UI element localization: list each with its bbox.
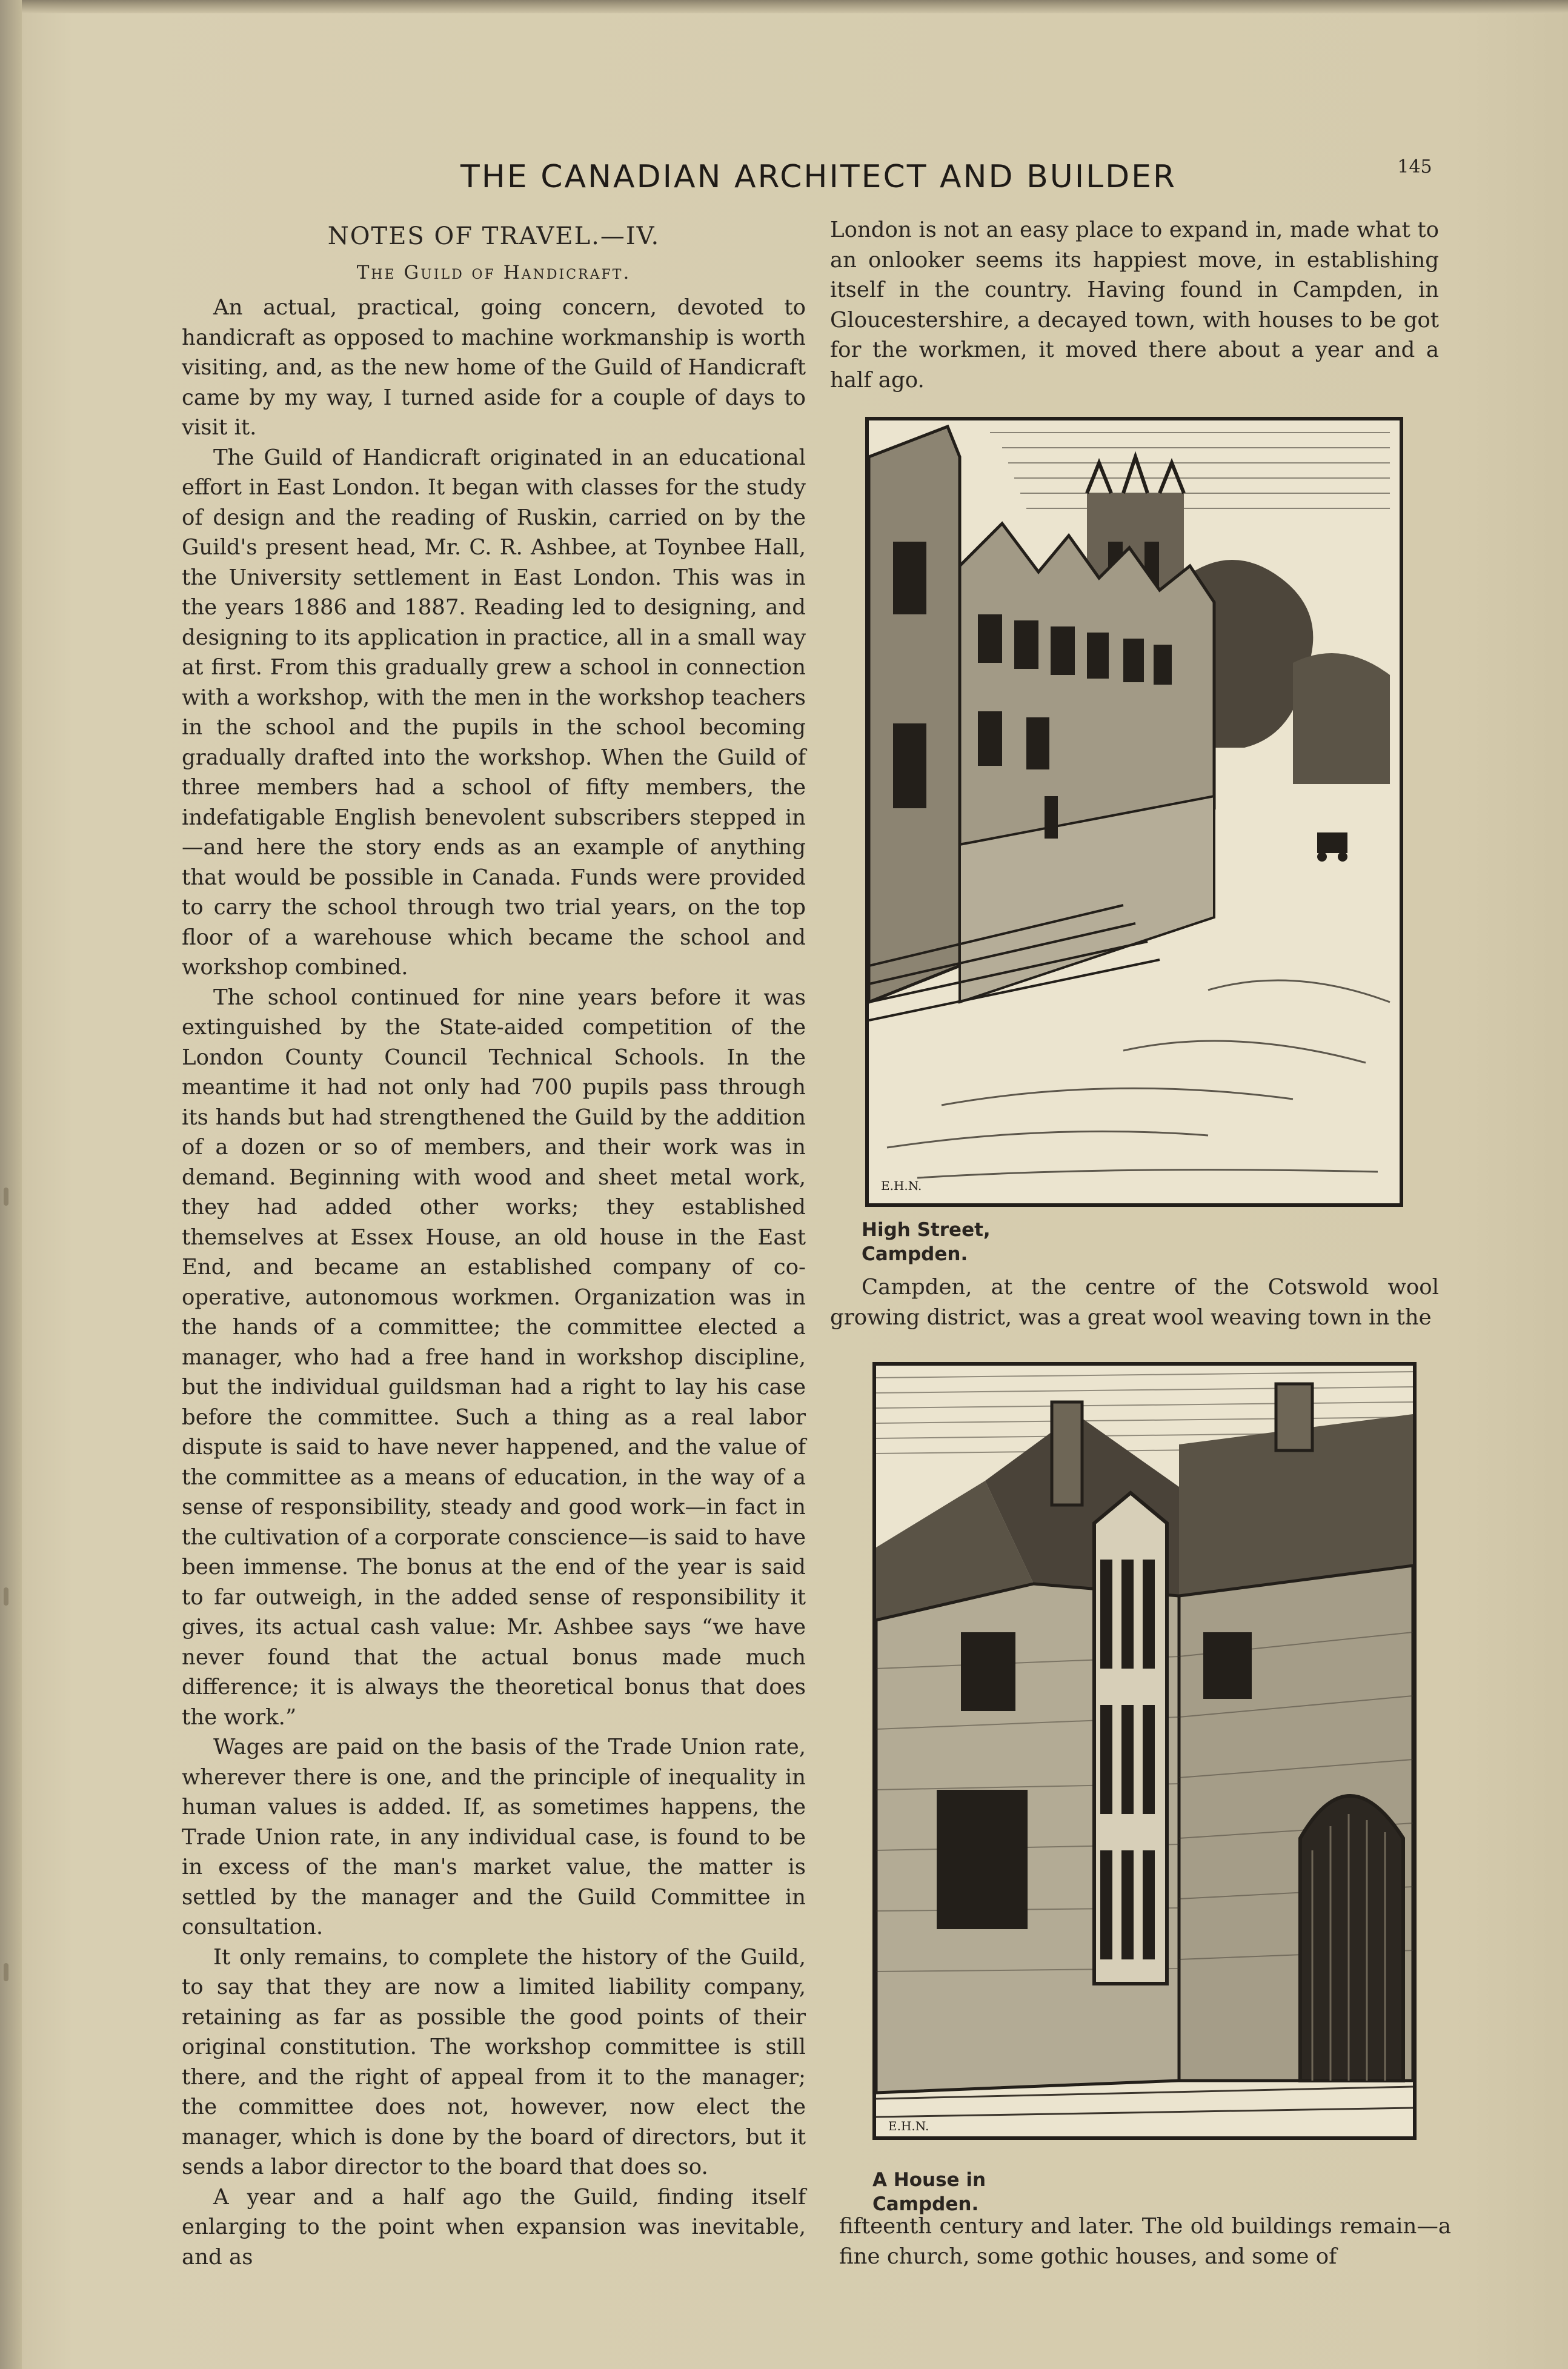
figure-caption (862, 1218, 1116, 1266)
caption-line: Campden. (872, 2193, 979, 2215)
right-column-bottom (839, 2211, 1451, 2271)
figure-caption (872, 2168, 1127, 2216)
paragraph: An actual, practical, going concern, devoted to handicraft as opposed to machine workmanship is worth visiting, and, as the new home of the Guild of Handicraft came by my way, I turned aside for a couple of days to visit it. (182, 295, 806, 440)
right-column-middle (830, 1272, 1439, 1332)
paragraph: Wages are paid on the basis of the Trade Union rate, wherever there is one, and the principle of inequality in human values is added. If, as sometimes happens, the Trade Union rate, in any individual case, is found to be in excess of the man's market value, the matter is settled by the manager and the Guild Committee in consultation. (182, 1735, 806, 1939)
caption-line: Campden. (862, 1243, 968, 1265)
house-illustration (872, 1362, 1417, 2140)
paragraph: Campden, at the centre of the Cotswold wool growing district, was a great wool weaving town in the (830, 1275, 1439, 1330)
paragraph: The school continued for nine years before it was extinguished by the State-aided competition of the London County Council Technical Schools. In the meantime it had not only had 700 pupils pass through its hands but had strengthened the Guild by the addition of a dozen or so of members, and their work was in demand. Beginning with wood and sheet metal work, they had added other works; they established themselves at Essex House, an old house in the East End, and became an established company of co-operative, autonomous workmen. Organization was in the hands of a committee; the committee elected a manager, who had a free hand in workshop discipline, but the individual guildsman had a right to lay his case before the committee. Such a thing as a real labor dispute is said to have never happened, and the value of the committee as a means of education, in the way of a sense of responsibility, steady and good work—in fact in the cultivation of a corporate conscience—is said to have been immense. The bonus at the end of the year is said to far outweigh, in the added sense of responsibility it gives, its actual cash value: Mr. Ashbee says “we have never found that the actual bonus made much difference; it is always the theoretical bonus that does the work.” (182, 985, 806, 1730)
page-gutter (0, 0, 22, 2369)
article-title: NOTES OF TRAVEL.—IV. (327, 222, 660, 250)
binding-mark (4, 1963, 8, 1981)
paragraph: A year and a half ago the Guild, finding itself enlarging to the point when expansion was inevitable, and as (182, 2184, 806, 2270)
caption-line: A House in (872, 2169, 986, 2191)
paragraph: fifteenth century and later. The old buildings remain—a fine church, some gothic houses, and some of (839, 2214, 1451, 2269)
high-street-illustration (865, 417, 1403, 1207)
right-column-top (830, 215, 1439, 395)
engraver-monogram: E.H.N. (888, 2119, 929, 2133)
page-number: 145 (1397, 156, 1432, 178)
running-head: THE CANADIAN ARCHITECT AND BUILDER (460, 159, 1177, 195)
article-subtitle: The Guild of Handicraft. (356, 262, 631, 284)
paragraph: London is not an easy place to expand in, made what to an onlooker seems its happiest move, in establishing itself in the country. Having found in Campden, in Gloucestershire, a decayed town, with houses to be got for the workmen, it moved there about a year and a half ago. (830, 218, 1439, 393)
street-engraving-icon (869, 420, 1400, 1203)
page-top-edge (0, 0, 1568, 13)
paragraph: The Guild of Handicraft originated in an educational effort in East London. It began with classes for the study of design and the reading of Ruskin, carried on by the Guild's present head, Mr. C. R. Ashbee, at Toynbee Hall, the University settlement in East London. This was in the years 1886 and 1887. Reading led to designing, and designing to its application in practice, all in a small way at first. From this gradually grew a school in connection with a workshop, with the men in the workshop teachers in the school and the pupils in the school becoming gradually drafted into the workshop. When the Guild of three members had a school of fifty members, the indefatigable English benevolent subscribers stepped in—and here the story ends as an example of anything that would be possible in Canada. Funds were provided to carry the school through two trial years, on the top floor of a warehouse which became the school and workshop combined. (182, 445, 806, 980)
paragraph: It only remains, to complete the history of the Guild, to say that they are now a limited liability company, retaining as far as possible the good points of their original constitution. The workshop committee is still there, and the right of appeal from it to the manager; the committee does not, however, now elect the manager, which is done by the board of directors, but it sends a labor director to the board that does so. (182, 1944, 806, 2179)
caption-line: High Street, (862, 1219, 991, 1241)
binding-mark (4, 1587, 8, 1606)
left-column (182, 221, 806, 2272)
house-engraving-icon (876, 1366, 1413, 2136)
engraver-monogram: E.H.N. (881, 1178, 922, 1193)
binding-mark (4, 1188, 8, 1206)
